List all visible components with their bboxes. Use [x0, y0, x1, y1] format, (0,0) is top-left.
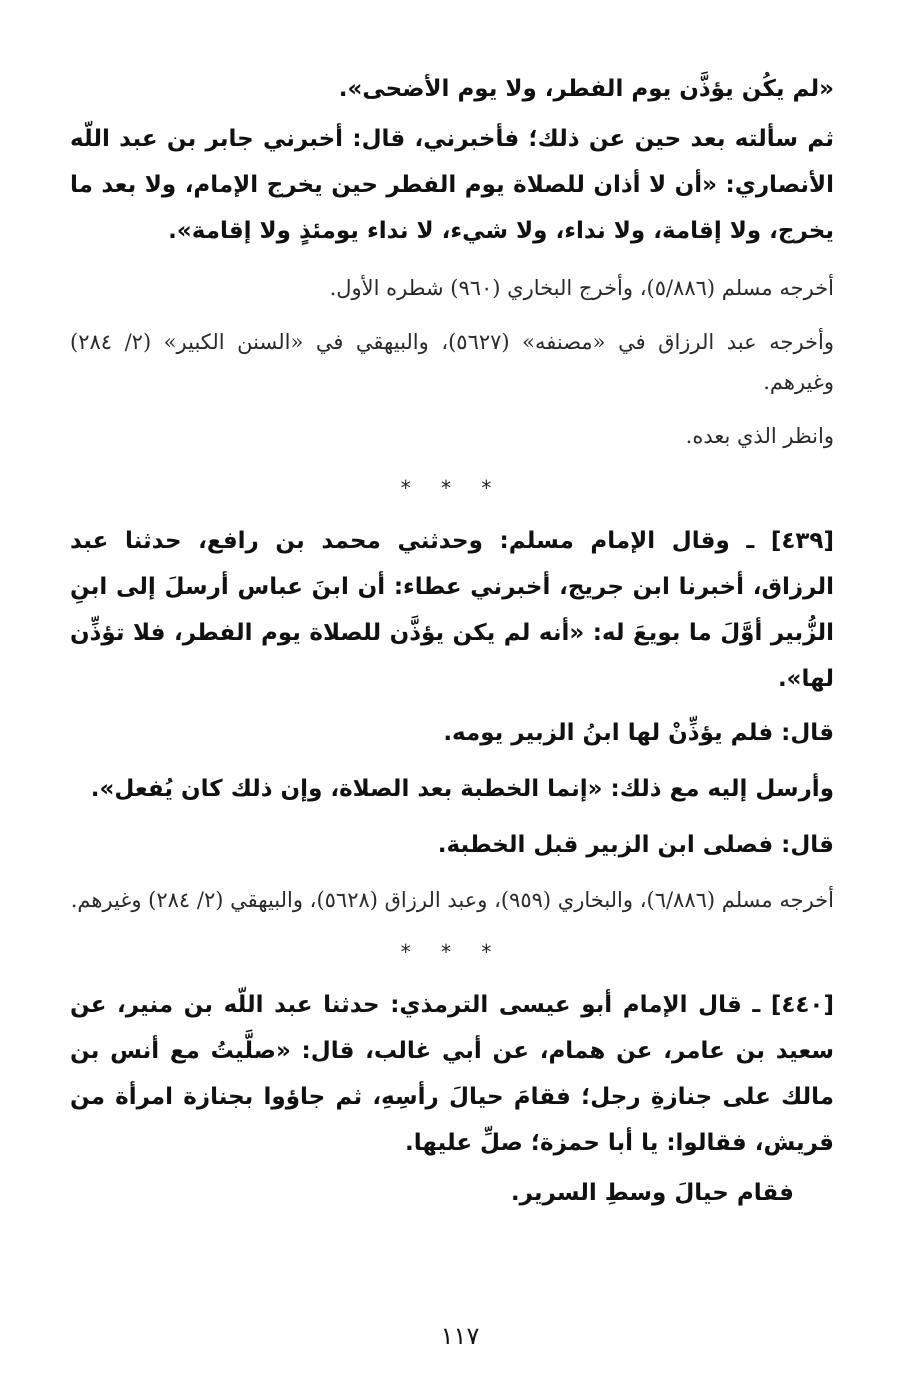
section-separator: * * * [400, 940, 504, 964]
takhrij-muslim-bukhari: أخرجه مسلم (٥/٨٨٦)، وأخرج البخاري (٩٦٠) شطره الأول. [329, 276, 834, 300]
stood-middle-of-bier: فقام حيالَ وسطِ السرير. [510, 1180, 794, 1206]
page-body [70, 66, 834, 1216]
see-next-note: وانظر الذي بعده. [685, 424, 834, 448]
khutbah-after-prayer: وأرسل إليه مع ذلك: «إنما الخطبة بعد الصلاة، وإن ذلك كان يُفعل». [90, 776, 834, 802]
prayed-before-khutbah: قال: فصلى ابن الزبير قبل الخطبة. [437, 832, 834, 858]
takhrij-hadith-439: أخرجه مسلم (٦/٨٨٦)، والبخاري (٩٥٩)، وعبد الرزاق (٥٦٢٨)، والبيهقي (٢/ ٢٨٤) وغيرهم. [70, 888, 834, 912]
page-number: ١١٧ [440, 1322, 480, 1350]
section-separator: * * * [400, 476, 504, 500]
hadith-439: [٤٣٩] ـ وقال الإمام مسلم: وحدثني محمد بن رافع، حدثنا عبد الرزاق، أخبرنا ابن جريج، أخبرني عطاء: أن ابنَ عباس أرسلَ إلى ابنِ الزُّبير أوَّلَ ما بويعَ له: «أنه لم يكن يؤذَّن للصلاة يوم الفطر، فلا تؤذِّن لها». [70, 528, 834, 692]
quote-no-adhan: «لم يكُن يؤذَّن يوم الفطر، ولا يوم الأضحى». [338, 76, 834, 102]
hadith-440: [٤٤٠] ـ قال الإمام أبو عيسى الترمذي: حدثنا عبد اللّه بن منير، عن سعيد بن عامر، عن همام، عن أبي غالب، قال: «صلَّيتُ مع أنس بن مالك على جنازةِ رجل؛ فقامَ حيالَ رأسِهِ، ثم جاؤوا بجنازة امرأة من قريش، فقالوا: يا أبا حمزة؛ صلِّ عليها. [70, 992, 834, 1156]
ibn-zubayr-no-adhan: قال: فلم يؤذِّنْ لها ابنُ الزبير يومه. [443, 720, 834, 746]
narration-jabir: ثم سألته بعد حين عن ذلك؛ فأخبرني، قال: أخبرني جابر بن عبد اللّه الأنصاري: «أن لا أذان للصلاة يوم الفطر حين يخرج الإمام، ولا بعد ما يخرج، ولا إقامة، ولا نداء، ولا شيء، لا نداء يومئذٍ ولا إقامة». [70, 126, 834, 244]
takhrij-abdulrazzaq-bayhaqi: وأخرجه عبد الرزاق في «مصنفه» (٥٦٢٧)، والبيهقي في «السنن الكبير» (٢/ ٢٨٤) وغيرهم. [70, 330, 834, 394]
